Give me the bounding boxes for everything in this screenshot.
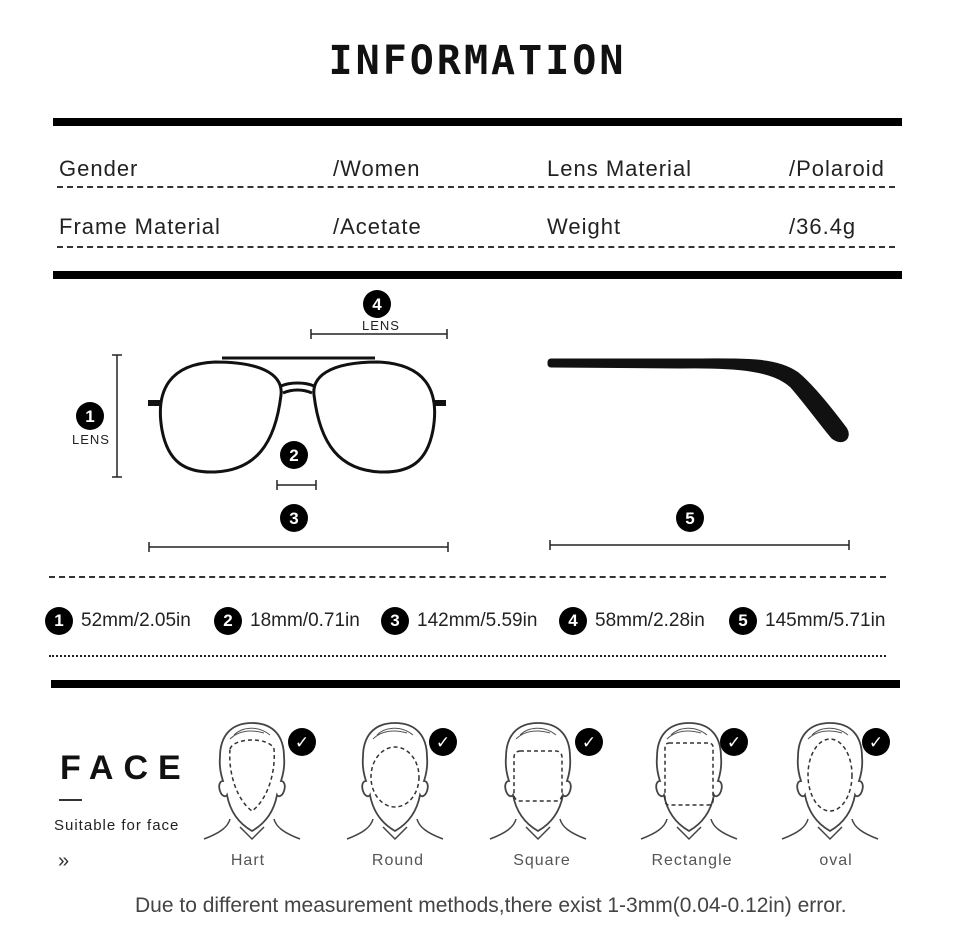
spec-row-divider — [57, 246, 895, 248]
measure-1-value: 52mm/2.05in — [81, 610, 191, 631]
measure-2-number: 2 — [214, 607, 242, 635]
gender-value: /Women — [333, 156, 421, 181]
marker-5-text: 5 — [685, 509, 695, 528]
measure-4-number: 4 — [559, 607, 587, 635]
measure-5-number: 5 — [729, 607, 757, 635]
divider-top — [53, 118, 902, 126]
face-label-rectangle: Rectangle — [651, 852, 733, 869]
measure-4-value: 58mm/2.28in — [595, 610, 705, 631]
gender-label: Gender — [59, 156, 139, 181]
measure-2 — [214, 607, 360, 635]
face-label-oval: oval — [819, 852, 853, 869]
lens-material-label: Lens Material — [547, 156, 693, 181]
face-square — [490, 723, 603, 839]
bridge-arrow — [277, 480, 316, 490]
divider-middle — [53, 271, 902, 279]
face-label-square: Square — [513, 852, 571, 869]
frame-material-label: Frame Material — [59, 214, 221, 239]
measure-3-number: 3 — [381, 607, 409, 635]
face-title-underline — [59, 799, 82, 801]
frame-material-value: /Acetate — [333, 214, 422, 239]
double-chevron-icon: » — [58, 850, 70, 872]
marker-4-text: 4 — [372, 295, 382, 314]
face-rectangle — [641, 723, 748, 839]
divider-bottom — [51, 680, 900, 688]
lens-material-value: /Polaroid — [789, 156, 885, 181]
check-icon-glyph: ✓ — [435, 733, 451, 753]
marker-2-icon — [280, 441, 308, 469]
measure-2-value: 18mm/0.71in — [250, 610, 360, 631]
check-icon-glyph: ✓ — [868, 733, 884, 753]
face-title: FACE — [60, 749, 191, 787]
measure-divider-bottom — [49, 655, 886, 657]
check-icon-glyph: ✓ — [294, 733, 310, 753]
marker-1-text: 1 — [85, 407, 95, 426]
marker-2-text: 2 — [289, 446, 299, 465]
measure-3-value: 142mm/5.59in — [417, 610, 538, 631]
face-subtitle: Suitable for face — [54, 817, 180, 834]
measure-3 — [381, 607, 537, 635]
measure-1 — [45, 607, 191, 635]
measure-5 — [729, 607, 885, 635]
weight-label: Weight — [547, 214, 622, 239]
marker-3-icon — [280, 504, 308, 532]
temple-arm-drawing — [551, 362, 845, 439]
face-round — [347, 723, 457, 839]
measure-divider-top — [49, 576, 886, 578]
marker-5-icon — [676, 504, 704, 532]
measurement-note: Due to different measurement methods,there exist 1-3mm(0.04-0.12in) error. — [135, 894, 847, 917]
face-label-round: Round — [371, 852, 425, 869]
check-icon-glyph: ✓ — [581, 733, 597, 753]
measure-5-value: 145mm/5.71in — [765, 610, 886, 631]
face-shapes-illustration — [190, 715, 910, 845]
measure-4 — [559, 607, 705, 635]
marker-4-icon — [363, 290, 391, 318]
measure-1-number: 1 — [45, 607, 73, 635]
spec-row-divider — [57, 186, 895, 188]
weight-value: /36.4g — [789, 214, 857, 239]
face-hart — [204, 723, 316, 839]
lens-width-label: LENS — [362, 318, 400, 333]
page-title: INFORMATION — [328, 38, 627, 84]
lens-height-label: LENS — [72, 432, 110, 447]
check-icon-glyph: ✓ — [726, 733, 742, 753]
lens-height-arrow — [112, 355, 122, 477]
face-label-hart: Hart — [230, 852, 266, 869]
marker-1-icon — [76, 402, 104, 430]
face-oval — [782, 723, 890, 839]
marker-3-text: 3 — [289, 509, 299, 528]
glasses-diagram — [0, 280, 955, 570]
temple-length-arrow — [550, 540, 849, 550]
frame-width-arrow — [149, 542, 448, 552]
